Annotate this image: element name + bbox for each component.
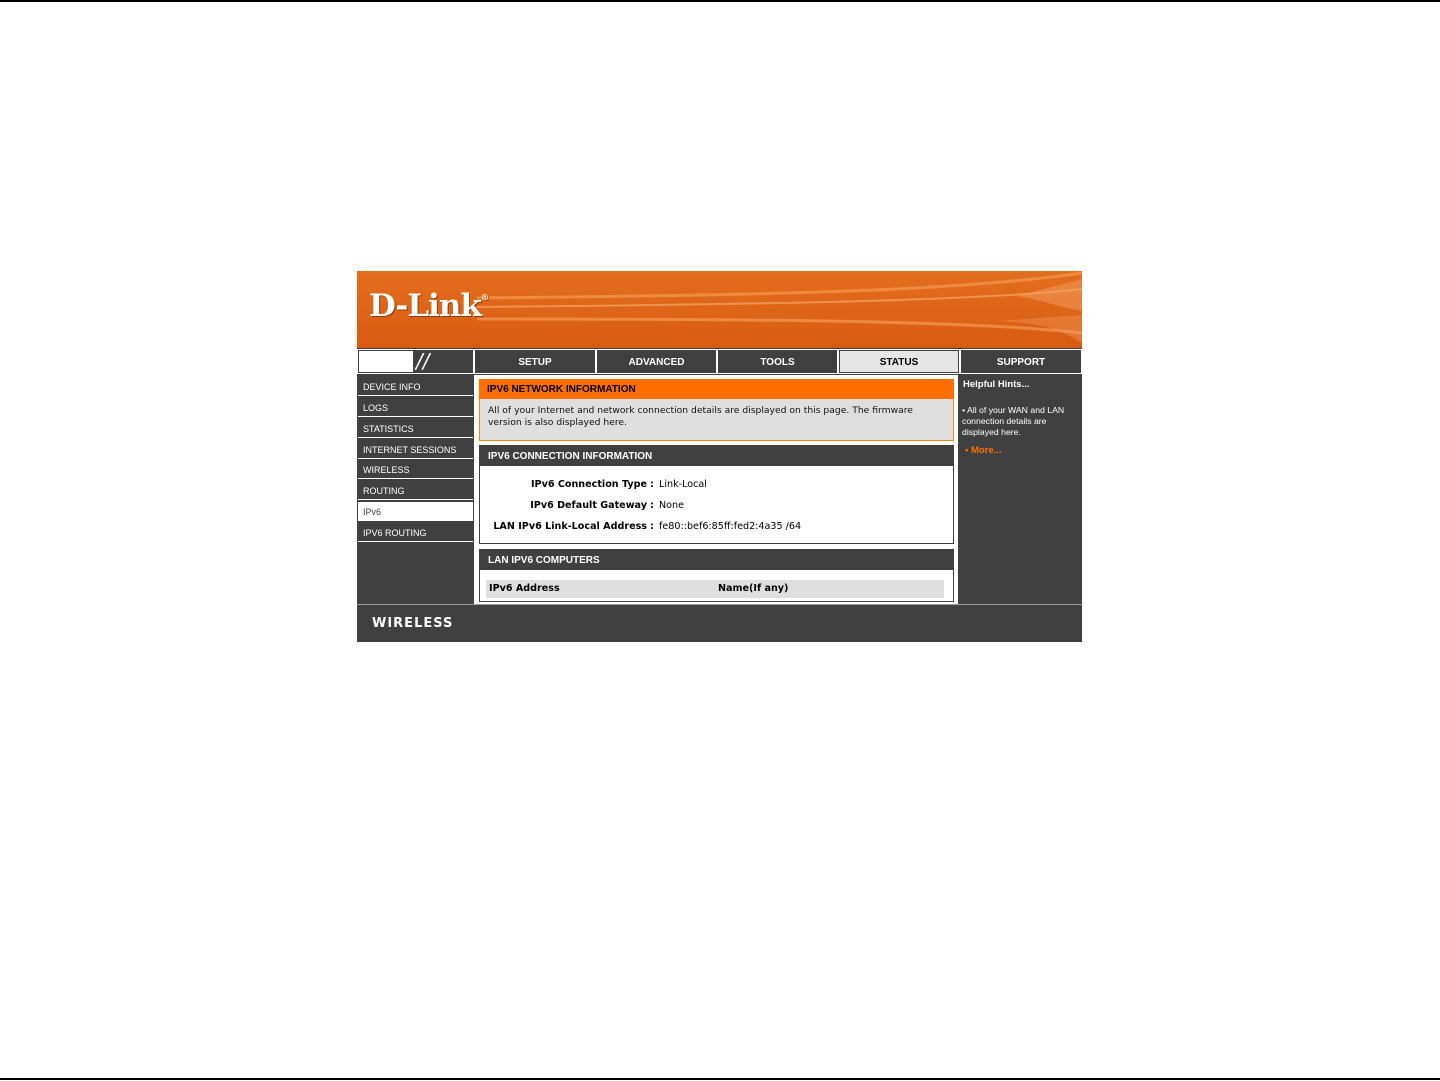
default-gateway-row — [480, 500, 953, 514]
sidebar-item-logs[interactable]: LOGS — [358, 398, 473, 417]
default-gateway-colon: : — [650, 500, 654, 511]
connection-info-panel — [479, 445, 954, 544]
sidebar-item-device-info[interactable]: DEVICE INFO — [358, 377, 473, 396]
page-top-rule — [0, 0, 1440, 2]
sidebar-item-internet-sessions[interactable]: INTERNET SESSIONS — [358, 440, 473, 459]
hints-more-link[interactable]: • More... — [965, 445, 1002, 456]
sidebar-item-ipv6[interactable]: IPv6 — [358, 502, 473, 521]
link-local-address-label: LAN IPv6 Link-Local Address — [493, 521, 647, 532]
tab-status[interactable]: STATUS — [839, 350, 959, 373]
lan-computers-title: LAN IPV6 COMPUTERS — [480, 550, 953, 570]
hints-title: Helpful Hints... — [963, 379, 1030, 390]
column-name: Name(If any) — [718, 583, 789, 594]
tab-setup[interactable]: SETUP — [475, 350, 595, 373]
default-gateway-value: None — [659, 500, 685, 511]
connection-type-row — [480, 479, 953, 493]
link-local-address-value: fe80::bef6:85ff:fed2:4a35 /64 — [659, 521, 802, 532]
header-banner — [357, 271, 1082, 348]
network-info-title: IPV6 NETWORK INFORMATION — [479, 379, 954, 399]
link-local-address-row — [480, 521, 953, 535]
sidebar-item-wireless[interactable]: WIRELESS — [358, 460, 473, 479]
model-label-box — [358, 350, 473, 373]
connection-info-title: IPV6 CONNECTION INFORMATION — [480, 446, 953, 466]
sidebar-item-routing[interactable]: ROUTING — [358, 481, 473, 500]
tab-support[interactable]: SUPPORT — [961, 350, 1081, 373]
sidebar — [357, 375, 473, 604]
connection-type-label: IPv6 Connection Type — [530, 479, 647, 490]
network-info-description: All of your Internet and network connection details are displayed on this page. The firmware version is also displayed here. — [488, 405, 913, 428]
top-navigation — [357, 349, 1082, 374]
dlink-logo: D-Link® — [369, 288, 489, 324]
sidebar-item-ipv6-routing[interactable]: IPV6 ROUTING — [358, 523, 473, 542]
slash-decoration: // — [416, 349, 430, 373]
network-info-panel — [479, 379, 954, 441]
link-local-address-colon: : — [650, 521, 654, 532]
hints-text: • All of your WAN and LAN connection details are displayed here. — [962, 405, 1065, 437]
default-gateway-label: IPv6 Default Gateway — [530, 500, 647, 511]
lan-computers-panel — [479, 549, 954, 602]
column-ipv6-address: IPv6 Address — [489, 583, 560, 594]
footer-bar — [357, 604, 1082, 642]
connection-type-value: Link-Local — [659, 479, 707, 490]
model-label-field — [359, 351, 413, 372]
helpful-hints-panel — [959, 375, 1082, 604]
tab-tools[interactable]: TOOLS — [718, 350, 837, 373]
main-content — [474, 375, 958, 604]
sidebar-item-statistics[interactable]: STATISTICS — [358, 419, 473, 438]
router-ui-frame — [357, 271, 1082, 642]
connection-type-colon: : — [650, 479, 654, 490]
page-bottom-rule — [0, 1078, 1440, 1080]
lan-computers-table-header — [486, 580, 944, 598]
footer-wireless-brand: WIRELESS — [372, 616, 454, 631]
tab-advanced[interactable]: ADVANCED — [597, 350, 716, 373]
